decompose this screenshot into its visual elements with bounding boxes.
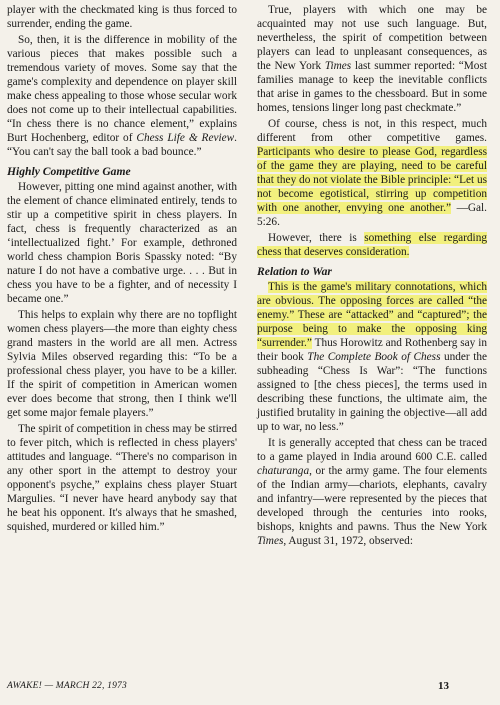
text-run: player with the checkmated king is thus forced to surrender, ending the game.: [7, 4, 237, 31]
highlighted-text: This is the game's military connotations, which are obvious. The opposing forces are called “the enemy.” These are “attacked” and “captured”; the purpose being to make the opposing king “surrender.”: [257, 280, 487, 350]
italic-text: Times: [324, 60, 352, 73]
paragraph: [257, 436, 487, 548]
paragraph: [7, 3, 237, 31]
paragraph: [7, 180, 237, 306]
section-heading: [7, 165, 237, 179]
text-run: Highly Competitive Game: [7, 165, 131, 179]
text-run: However, there is: [268, 231, 365, 244]
text-run: last summer reported: “Most families manage to keep the inevitable conflicts that arise in games to the chessboard. But in some homes, tensions linger long past checkmate.”: [257, 60, 487, 115]
text-run: —Gal. 5:26.: [257, 202, 487, 229]
text-run: Thus Horowitz and Rothenberg say in their book: [257, 337, 487, 364]
paragraph: [257, 280, 487, 435]
highlighted-text: something else regarding chess that deserves consideration.: [257, 231, 487, 258]
paragraph: [257, 231, 487, 259]
text-run: , August 31, 1972, observed:: [283, 535, 413, 548]
right-column: [257, 3, 487, 550]
italic-text: Times: [257, 535, 284, 548]
text-run: The spirit of competition in chess may be stirred to fever pitch, which is reflected in chess players' attitudes and language. “There's no comparison in any other sport in the attempt to destroy your opponent's psyche,” explains chess player Stuart Margulies. “I never have heard anybody say that he beat his opponent. It's always that he smashed, squished, murdered or killed him.”: [7, 422, 237, 534]
paragraph: [7, 33, 237, 159]
paragraph: [7, 422, 237, 534]
italic-text: The Complete Book of Chess: [307, 351, 441, 364]
text-run: . “You can't say the ball took a bad bounce.”: [7, 131, 237, 158]
left-column: [7, 3, 237, 536]
italic-text: chaturanga: [257, 465, 310, 477]
paragraph: [7, 308, 237, 420]
text-run: , or the army game. The four elements of the Indian army—chariots, elephants, cavalry and infantry—were represented by the pieces that developed through the centuries into rooks, bishops, knights and pawns. Thus the New York: [257, 465, 487, 534]
text-run: However, pitting one mind against another, with the element of chance eliminated entirely, tends to stir up a competitive spirit in chess players. In fact, chess is frequently characterized as an ‘intellectualized fight.’ For example, dethroned world chess champion Boris Spassky noted: “By nature I do not have a combative urge. . . . But in chess you have to be a fighter, and of necessity I became one.”: [7, 181, 237, 306]
publication-line: AWAKE! — MARCH 22, 1973: [7, 681, 127, 691]
italic-text: Chess Life & Review: [136, 131, 235, 144]
text-run: Of course, chess is not, in this respect, much different from other competitive games.: [257, 117, 487, 144]
text-run: True, players with which one may be acquainted may not use such language. But, nevertheless, the spirit of competition between players can lead to unpleasant consequences, as the New York: [257, 4, 487, 73]
section-heading: [257, 265, 487, 279]
highlighted-text: Participants who desire to please God, regardless of the game they are playing, need to be careful that they do not violate the Bible principle: “Let us not become egotistical, stirring up competition with one another, envying one another.”: [257, 145, 487, 215]
paragraph: [257, 3, 487, 115]
text-run: It is generally accepted that chess can be traced to a game played in India around 600 C.E. called: [257, 436, 487, 463]
text-run: Relation to War: [257, 264, 332, 278]
paragraph: [257, 117, 487, 229]
page-number: 13: [438, 680, 449, 692]
text-run: This helps to explain why there are no topflight women chess players—the more than eighty chess grand masters in the world are all men. Actress Sylvia Miles observed regarding this: “To be a professional chess player, you have to be a killer. If the spirit of competition in American women ever does become that strong, then I think we'll get some major female players.”: [7, 308, 237, 420]
text-run: under the subheading “Chess Is War”: “The functions assigned to [the chess pieces], the terms used in describing these functions, the ultimate aim, the justified brutality in gaining the objective—all add up to war, no less.”: [257, 351, 487, 434]
text-run: So, then, it is the difference in mobility of the various pieces that makes possible such a tremendous variety of moves. Some say that the game's complexity and dependence on player skill make chess appealing to those whose secular work does not come up to their intellectual capabilities. “In chess there is no chance element,” explains Burt Hochenberg, editor of: [7, 33, 237, 144]
